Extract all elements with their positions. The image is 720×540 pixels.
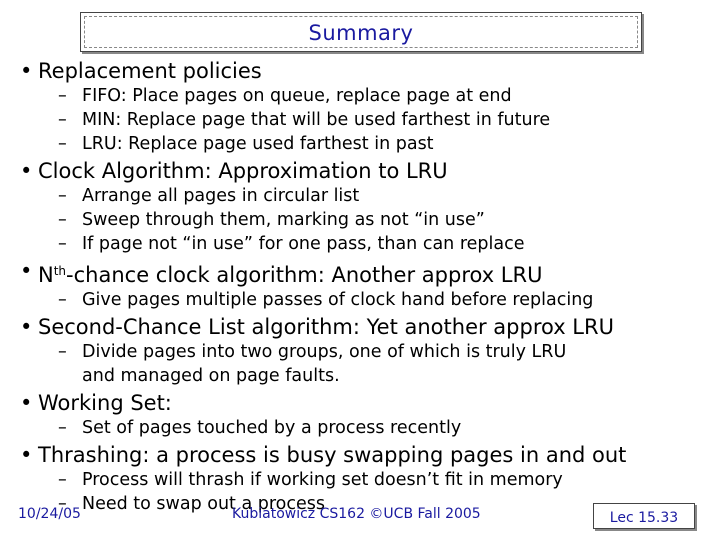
sub-list-second-chance [58, 340, 710, 388]
sub-item-thrash: – Process will thrash if working set doesn’t fit in memory [58, 468, 710, 492]
sub-list-replacement [58, 84, 710, 156]
sub-item-divide-line1: Divide pages into two groups, one of which is truly LRU [82, 342, 567, 362]
sub-item-divide [58, 340, 710, 388]
nth-prefix: N [38, 263, 54, 287]
sub-list-working-set [58, 416, 710, 440]
footer-date: 10/24/05 [18, 506, 81, 522]
sub-item-swap-out: – Need to swap out a process [58, 492, 710, 516]
sub-item-arrange: – Arrange all pages in circular list [58, 184, 710, 208]
slide-title: Summary [308, 21, 414, 45]
sub-item-lru: – LRU: Replace page used farthest in past [58, 132, 710, 156]
sub-item-fifo: – FIFO: Place pages on queue, replace page at end [58, 84, 710, 108]
sub-list-nth [58, 288, 710, 312]
bullet-thrashing: • Thrashing: a process is busy swapping pages in and out [20, 442, 710, 468]
title-box [80, 12, 642, 52]
bullet-nth-chance [20, 258, 710, 288]
sub-item-sweep: – Sweep through them, marking as not “in use” [58, 208, 710, 232]
sub-item-set-of-pages: – Set of pages touched by a process recently [58, 416, 710, 440]
sub-list-clock [58, 184, 710, 256]
nth-text: -chance clock algorithm: Another approx LRU [66, 263, 543, 287]
nth-superscript: th [53, 264, 67, 278]
sub-item-passes: – Give pages multiple passes of clock hand before replacing [58, 288, 710, 312]
bullet-clock-algorithm: • Clock Algorithm: Approximation to LRU [20, 158, 710, 184]
lecture-number: Lec 15.33 [609, 510, 679, 526]
lecture-number-box [593, 503, 695, 529]
sub-item-replace: – If page not “in use” for one pass, than can replace [58, 232, 710, 256]
footer-course: Kubiatowicz CS162 ©UCB Fall 2005 [232, 506, 481, 522]
sub-item-min: – MIN: Replace page that will be used farthest in future [58, 108, 710, 132]
sub-item-divide-line2: and managed on page faults. [82, 366, 340, 386]
bullet-replacement-policies: • Replacement policies [20, 58, 710, 84]
slide-content [20, 56, 710, 516]
bullet-second-chance: • Second-Chance List algorithm: Yet another approx LRU [20, 314, 710, 340]
bullet-working-set: • Working Set: [20, 390, 710, 416]
